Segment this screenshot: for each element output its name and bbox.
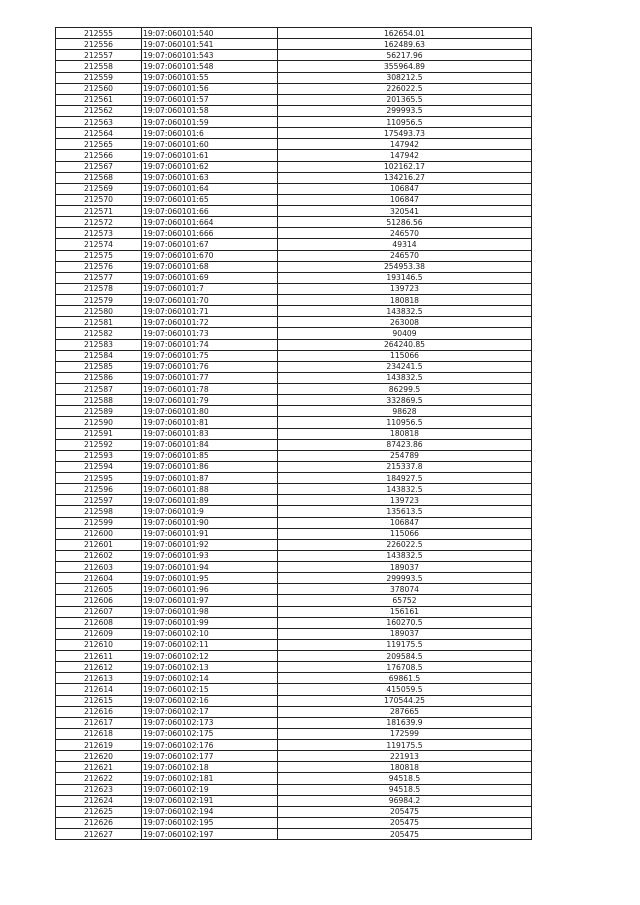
table-row [56, 72, 532, 83]
table-row [56, 428, 532, 439]
value-cell: 110956.5 [278, 117, 532, 128]
cadastral-number-cell: 19:07:060102:13 [142, 662, 278, 673]
row-number-cell: 212581 [56, 317, 142, 328]
value-cell: 143832.5 [278, 306, 532, 317]
cadastral-number-cell: 19:07:060101:88 [142, 484, 278, 495]
row-number-cell: 212584 [56, 350, 142, 361]
cadastral-number-cell: 19:07:060102:10 [142, 628, 278, 639]
value-cell: 143832.5 [278, 484, 532, 495]
table-row [56, 250, 532, 261]
row-number-cell: 212574 [56, 239, 142, 250]
value-cell: 94518.5 [278, 784, 532, 795]
table-row [56, 372, 532, 383]
cadastral-number-cell: 19:07:060101:68 [142, 261, 278, 272]
value-cell: 180818 [278, 762, 532, 773]
value-cell: 180818 [278, 428, 532, 439]
table-row [56, 39, 532, 50]
cadastral-number-cell: 19:07:060101:59 [142, 117, 278, 128]
table-row [56, 261, 532, 272]
table-row [56, 528, 532, 539]
cadastral-number-cell: 19:07:060101:55 [142, 72, 278, 83]
table-row [56, 94, 532, 105]
row-number-cell: 212559 [56, 72, 142, 83]
cadastral-number-cell: 19:07:060101:67 [142, 239, 278, 250]
cadastral-number-cell: 19:07:060101:90 [142, 517, 278, 528]
value-cell: 176708.5 [278, 662, 532, 673]
cadastral-number-cell: 19:07:060101:84 [142, 439, 278, 450]
row-number-cell: 212591 [56, 428, 142, 439]
cadastral-number-cell: 19:07:060101:670 [142, 250, 278, 261]
cadastral-number-cell: 19:07:060102:16 [142, 695, 278, 706]
cadastral-number-cell: 19:07:060101:548 [142, 61, 278, 72]
cadastral-number-cell: 19:07:060101:56 [142, 83, 278, 94]
row-number-cell: 212562 [56, 105, 142, 116]
cadastral-number-cell: 19:07:060101:70 [142, 295, 278, 306]
table-row [56, 283, 532, 294]
row-number-cell: 212599 [56, 517, 142, 528]
table-row [56, 628, 532, 639]
table-row [56, 662, 532, 673]
table-row [56, 517, 532, 528]
table-row [56, 506, 532, 517]
value-cell: 135613.5 [278, 506, 532, 517]
value-cell: 69861.5 [278, 673, 532, 684]
table-row [56, 194, 532, 205]
value-cell: 332869.5 [278, 395, 532, 406]
table-row [56, 150, 532, 161]
value-cell: 139723 [278, 283, 532, 294]
cadastral-number-cell: 19:07:060101:73 [142, 328, 278, 339]
table-row [56, 639, 532, 650]
value-cell: 119175.5 [278, 639, 532, 650]
row-number-cell: 212607 [56, 606, 142, 617]
row-number-cell: 212617 [56, 717, 142, 728]
value-cell: 139723 [278, 495, 532, 506]
table-row [56, 461, 532, 472]
table-row [56, 817, 532, 828]
table-row [56, 217, 532, 228]
cadastral-number-cell: 19:07:060101:65 [142, 194, 278, 205]
table-row [56, 172, 532, 183]
cadastral-number-cell: 19:07:060101:80 [142, 406, 278, 417]
row-number-cell: 212614 [56, 684, 142, 695]
row-number-cell: 212619 [56, 740, 142, 751]
row-number-cell: 212588 [56, 395, 142, 406]
table-row [56, 228, 532, 239]
cadastral-number-cell: 19:07:060101:9 [142, 506, 278, 517]
value-cell: 106847 [278, 183, 532, 194]
table-row [56, 617, 532, 628]
cadastral-number-cell: 19:07:060101:89 [142, 495, 278, 506]
table-row [56, 595, 532, 606]
cadastral-number-cell: 19:07:060102:12 [142, 651, 278, 662]
value-cell: 115066 [278, 528, 532, 539]
value-cell: 287665 [278, 706, 532, 717]
table-row [56, 306, 532, 317]
table-row [56, 728, 532, 739]
row-number-cell: 212595 [56, 473, 142, 484]
row-number-cell: 212592 [56, 439, 142, 450]
table-row [56, 417, 532, 428]
value-cell: 246570 [278, 250, 532, 261]
value-cell: 49314 [278, 239, 532, 250]
row-number-cell: 212622 [56, 773, 142, 784]
table-row [56, 606, 532, 617]
cadastral-number-cell: 19:07:060101:7 [142, 283, 278, 294]
table-row [56, 128, 532, 139]
row-number-cell: 212564 [56, 128, 142, 139]
cadastral-number-cell: 19:07:060101:95 [142, 573, 278, 584]
cadastral-number-cell: 19:07:060102:173 [142, 717, 278, 728]
table-row [56, 740, 532, 751]
row-number-cell: 212613 [56, 673, 142, 684]
table-row [56, 117, 532, 128]
value-cell: 320541 [278, 206, 532, 217]
table-row [56, 50, 532, 61]
row-number-cell: 212603 [56, 562, 142, 573]
row-number-cell: 212557 [56, 50, 142, 61]
value-cell: 170544.25 [278, 695, 532, 706]
row-number-cell: 212593 [56, 450, 142, 461]
value-cell: 110956.5 [278, 417, 532, 428]
value-cell: 415059.5 [278, 684, 532, 695]
value-cell: 184927.5 [278, 473, 532, 484]
row-number-cell: 212583 [56, 339, 142, 350]
row-number-cell: 212610 [56, 639, 142, 650]
row-number-cell: 212616 [56, 706, 142, 717]
table-row [56, 317, 532, 328]
cadastral-number-cell: 19:07:060101:61 [142, 150, 278, 161]
value-cell: 65752 [278, 595, 532, 606]
cadastral-number-cell: 19:07:060102:177 [142, 751, 278, 762]
cadastral-number-cell: 19:07:060101:92 [142, 539, 278, 550]
value-cell: 205475 [278, 806, 532, 817]
row-number-cell: 212596 [56, 484, 142, 495]
table-row [56, 784, 532, 795]
value-cell: 119175.5 [278, 740, 532, 751]
row-number-cell: 212570 [56, 194, 142, 205]
table-row [56, 717, 532, 728]
cadastral-number-cell: 19:07:060101:94 [142, 562, 278, 573]
row-number-cell: 212620 [56, 751, 142, 762]
table-row [56, 239, 532, 250]
value-cell: 160270.5 [278, 617, 532, 628]
value-cell: 56217.96 [278, 50, 532, 61]
table-row [56, 450, 532, 461]
value-cell: 172599 [278, 728, 532, 739]
value-cell: 98628 [278, 406, 532, 417]
value-cell: 87423.86 [278, 439, 532, 450]
cadastral-number-cell: 19:07:060101:98 [142, 606, 278, 617]
cadastral-number-cell: 19:07:060101:97 [142, 595, 278, 606]
value-cell: 181639.9 [278, 717, 532, 728]
row-number-cell: 212597 [56, 495, 142, 506]
cadastral-number-cell: 19:07:060101:71 [142, 306, 278, 317]
table-row [56, 651, 532, 662]
row-number-cell: 212590 [56, 417, 142, 428]
row-number-cell: 212568 [56, 172, 142, 183]
cadastral-number-cell: 19:07:060101:60 [142, 139, 278, 150]
row-number-cell: 212573 [56, 228, 142, 239]
cadastral-number-cell: 19:07:060102:19 [142, 784, 278, 795]
value-cell: 308212.5 [278, 72, 532, 83]
row-number-cell: 212566 [56, 150, 142, 161]
row-number-cell: 212615 [56, 695, 142, 706]
value-cell: 106847 [278, 517, 532, 528]
cadastral-number-cell: 19:07:060101:664 [142, 217, 278, 228]
cadastral-number-cell: 19:07:060101:58 [142, 105, 278, 116]
value-cell: 143832.5 [278, 372, 532, 383]
cadastral-number-cell: 19:07:060102:195 [142, 817, 278, 828]
row-number-cell: 212604 [56, 573, 142, 584]
row-number-cell: 212608 [56, 617, 142, 628]
table-row [56, 384, 532, 395]
row-number-cell: 212594 [56, 461, 142, 472]
table-row [56, 829, 532, 840]
row-number-cell: 212577 [56, 272, 142, 283]
row-number-cell: 212598 [56, 506, 142, 517]
table-row [56, 361, 532, 372]
table-row [56, 573, 532, 584]
value-cell: 263008 [278, 317, 532, 328]
table-row [56, 495, 532, 506]
cadastral-number-cell: 19:07:060102:11 [142, 639, 278, 650]
cadastral-number-cell: 19:07:060101:79 [142, 395, 278, 406]
table-row [56, 161, 532, 172]
value-cell: 51286.56 [278, 217, 532, 228]
value-cell: 162654.01 [278, 28, 532, 39]
table-row [56, 139, 532, 150]
row-number-cell: 212618 [56, 728, 142, 739]
cadastral-number-cell: 19:07:060102:14 [142, 673, 278, 684]
table-row [56, 395, 532, 406]
row-number-cell: 212565 [56, 139, 142, 150]
row-number-cell: 212555 [56, 28, 142, 39]
value-cell: 205475 [278, 817, 532, 828]
cadastral-number-cell: 19:07:060102:194 [142, 806, 278, 817]
value-cell: 106847 [278, 194, 532, 205]
value-cell: 96984.2 [278, 795, 532, 806]
row-number-cell: 212578 [56, 283, 142, 294]
value-cell: 189037 [278, 628, 532, 639]
row-number-cell: 212600 [56, 528, 142, 539]
cadastral-number-cell: 19:07:060102:176 [142, 740, 278, 751]
row-number-cell: 212624 [56, 795, 142, 806]
row-number-cell: 212580 [56, 306, 142, 317]
value-cell: 175493.73 [278, 128, 532, 139]
row-number-cell: 212576 [56, 261, 142, 272]
table-row [56, 695, 532, 706]
value-cell: 147942 [278, 150, 532, 161]
table-body [56, 28, 532, 840]
row-number-cell: 212587 [56, 384, 142, 395]
cadastral-number-cell: 19:07:060101:72 [142, 317, 278, 328]
row-number-cell: 212586 [56, 372, 142, 383]
cadastral-number-cell: 19:07:060101:93 [142, 550, 278, 561]
value-cell: 147942 [278, 139, 532, 150]
cadastral-number-cell: 19:07:060101:66 [142, 206, 278, 217]
cadastral-number-cell: 19:07:060101:666 [142, 228, 278, 239]
row-number-cell: 212582 [56, 328, 142, 339]
cadastral-number-cell: 19:07:060101:541 [142, 39, 278, 50]
cadastral-number-cell: 19:07:060102:197 [142, 829, 278, 840]
value-cell: 94518.5 [278, 773, 532, 784]
row-number-cell: 212625 [56, 806, 142, 817]
value-cell: 134216.27 [278, 172, 532, 183]
row-number-cell: 212589 [56, 406, 142, 417]
value-cell: 162489.63 [278, 39, 532, 50]
row-number-cell: 212585 [56, 361, 142, 372]
table-row [56, 328, 532, 339]
table-row [56, 484, 532, 495]
cadastral-number-cell: 19:07:060101:74 [142, 339, 278, 350]
table-row [56, 473, 532, 484]
cadastral-number-cell: 19:07:060101:87 [142, 473, 278, 484]
value-cell: 264240.85 [278, 339, 532, 350]
value-cell: 215337.8 [278, 461, 532, 472]
value-cell: 115066 [278, 350, 532, 361]
value-cell: 254953.38 [278, 261, 532, 272]
row-number-cell: 212560 [56, 83, 142, 94]
table-row [56, 550, 532, 561]
table-row [56, 584, 532, 595]
value-cell: 205475 [278, 829, 532, 840]
table-row [56, 562, 532, 573]
cadastral-number-cell: 19:07:060102:17 [142, 706, 278, 717]
value-cell: 102162.17 [278, 161, 532, 172]
row-number-cell: 212567 [56, 161, 142, 172]
value-cell: 378074 [278, 584, 532, 595]
row-number-cell: 212627 [56, 829, 142, 840]
value-cell: 201365.5 [278, 94, 532, 105]
value-cell: 226022.5 [278, 83, 532, 94]
table-row [56, 439, 532, 450]
table-row [56, 795, 532, 806]
cadastral-number-cell: 19:07:060102:175 [142, 728, 278, 739]
cadastral-number-cell: 19:07:060102:181 [142, 773, 278, 784]
value-cell: 90409 [278, 328, 532, 339]
cadastral-number-cell: 19:07:060101:91 [142, 528, 278, 539]
cadastral-number-cell: 19:07:060101:6 [142, 128, 278, 139]
value-cell: 355964.89 [278, 61, 532, 72]
row-number-cell: 212605 [56, 584, 142, 595]
value-cell: 193146.5 [278, 272, 532, 283]
row-number-cell: 212611 [56, 651, 142, 662]
cadastral-number-cell: 19:07:060101:77 [142, 372, 278, 383]
cadastral-number-cell: 19:07:060101:64 [142, 183, 278, 194]
cadastral-number-cell: 19:07:060101:540 [142, 28, 278, 39]
value-cell: 221913 [278, 751, 532, 762]
cadastral-number-cell: 19:07:060101:63 [142, 172, 278, 183]
table-row [56, 206, 532, 217]
row-number-cell: 212612 [56, 662, 142, 673]
value-cell: 254789 [278, 450, 532, 461]
table-row [56, 773, 532, 784]
value-cell: 234241.5 [278, 361, 532, 372]
value-cell: 180818 [278, 295, 532, 306]
table-row [56, 105, 532, 116]
table-row [56, 61, 532, 72]
table-row [56, 406, 532, 417]
value-cell: 226022.5 [278, 539, 532, 550]
cadastral-number-cell: 19:07:060101:96 [142, 584, 278, 595]
row-number-cell: 212621 [56, 762, 142, 773]
row-number-cell: 212606 [56, 595, 142, 606]
table-row [56, 706, 532, 717]
value-cell: 299993.5 [278, 573, 532, 584]
row-number-cell: 212602 [56, 550, 142, 561]
table-row [56, 350, 532, 361]
table-row [56, 673, 532, 684]
cadastral-number-cell: 19:07:060101:99 [142, 617, 278, 628]
value-cell: 143832.5 [278, 550, 532, 561]
cadastral-number-cell: 19:07:060101:62 [142, 161, 278, 172]
row-number-cell: 212556 [56, 39, 142, 50]
row-number-cell: 212563 [56, 117, 142, 128]
table-row [56, 539, 532, 550]
table-row [56, 28, 532, 39]
cadastral-number-cell: 19:07:060101:86 [142, 461, 278, 472]
value-cell: 156161 [278, 606, 532, 617]
cadastral-number-cell: 19:07:060101:69 [142, 272, 278, 283]
table-row [56, 751, 532, 762]
cadastral-number-cell: 19:07:060101:78 [142, 384, 278, 395]
value-cell: 209584.5 [278, 651, 532, 662]
row-number-cell: 212558 [56, 61, 142, 72]
table-row [56, 272, 532, 283]
cadastral-number-cell: 19:07:060101:81 [142, 417, 278, 428]
cadastral-number-cell: 19:07:060102:15 [142, 684, 278, 695]
cadastral-number-cell: 19:07:060101:57 [142, 94, 278, 105]
cadastral-value-table [55, 27, 532, 840]
cadastral-number-cell: 19:07:060102:18 [142, 762, 278, 773]
value-cell: 189037 [278, 562, 532, 573]
cadastral-number-cell: 19:07:060101:75 [142, 350, 278, 361]
table-row [56, 183, 532, 194]
table-row [56, 295, 532, 306]
table-row [56, 339, 532, 350]
row-number-cell: 212579 [56, 295, 142, 306]
row-number-cell: 212572 [56, 217, 142, 228]
row-number-cell: 212626 [56, 817, 142, 828]
table-row [56, 806, 532, 817]
row-number-cell: 212601 [56, 539, 142, 550]
row-number-cell: 212569 [56, 183, 142, 194]
row-number-cell: 212575 [56, 250, 142, 261]
row-number-cell: 212609 [56, 628, 142, 639]
value-cell: 246570 [278, 228, 532, 239]
row-number-cell: 212571 [56, 206, 142, 217]
cadastral-number-cell: 19:07:060102:191 [142, 795, 278, 806]
row-number-cell: 212561 [56, 94, 142, 105]
table-row [56, 762, 532, 773]
cadastral-number-cell: 19:07:060101:85 [142, 450, 278, 461]
table-row [56, 684, 532, 695]
cadastral-number-cell: 19:07:060101:543 [142, 50, 278, 61]
cadastral-number-cell: 19:07:060101:76 [142, 361, 278, 372]
value-cell: 299993.5 [278, 105, 532, 116]
row-number-cell: 212623 [56, 784, 142, 795]
value-cell: 86299.5 [278, 384, 532, 395]
table-row [56, 83, 532, 94]
cadastral-number-cell: 19:07:060101:83 [142, 428, 278, 439]
